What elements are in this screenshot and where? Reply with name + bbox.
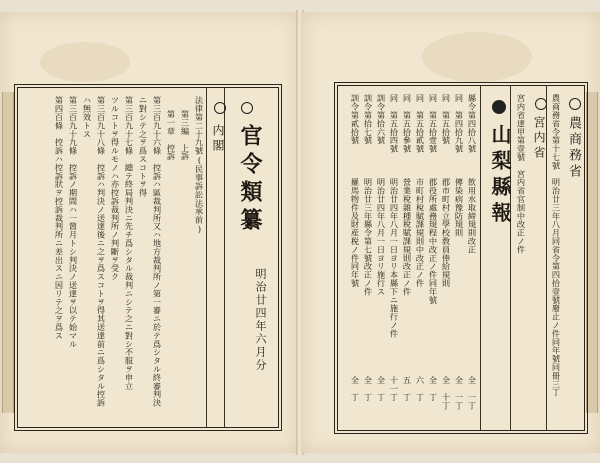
left-page-frame	[14, 84, 282, 431]
text-line-7: ツルコトヲ得ルモノハ亦控訴裁判所ノ判斷ヲ受ク	[110, 96, 121, 281]
text-line-8: 第三百九十八條 控訴ハ判決ノ送達後ニ之ヲ爲スコトヲ得其送達前ニ爲シタル控訴	[96, 96, 107, 407]
right-page-frame	[334, 82, 588, 434]
palace-marker-icon	[532, 98, 551, 110]
item-text: 傳染病豫防規則	[454, 178, 465, 237]
text-line-4: 第三百九十六條 控訴ハ區裁判所又ハ地方裁判所ノ第一審ニ於テ爲シタル終審判決	[152, 96, 163, 407]
item-text: 營業稅雜種稅賦課規則改正ノ件	[402, 178, 413, 296]
item-label: 同 第五拾壹號	[428, 94, 439, 153]
item-text: 明治廿四年八月一日ヨリ施行ス	[376, 178, 387, 296]
section-heading: 内閣	[211, 124, 225, 154]
text-line-2: 第三編 上訴	[180, 110, 191, 161]
prefecture-heading: 山梨縣報	[488, 124, 512, 228]
item-text: 郡市町村立學校敎員俸給規則	[441, 178, 452, 288]
text-line-10: 第三百九十九條 控訴ノ期間ハ一箇月トシ判決ノ送達ヲ以テ始マル	[68, 96, 79, 348]
item-text: 郡役所處務規程中改正ノ件同年號	[428, 178, 439, 304]
item-label: 訓令第拾七號	[363, 94, 374, 145]
right-page	[302, 12, 600, 453]
item-page: 六 丁	[415, 376, 426, 402]
item-label: 縣令第四拾八號	[467, 94, 478, 153]
text-line-6: 第三百九十七條 總テ終局判決ニ先チ爲シタル裁判ニシテ之ニ對シ不服ヲ申立	[124, 96, 135, 390]
item-page: 十一丁	[389, 376, 400, 402]
item-page: 全 丁	[363, 376, 374, 402]
item-page: 全 丁	[376, 376, 387, 402]
item-page: 全 丁	[428, 376, 439, 402]
text-line-11: 第四百條 控訴ハ控訴狀ヲ控訴裁判所ニ差出スニ因リテ之ヲ爲ス	[54, 96, 65, 340]
item-label: 同 第五拾參號	[402, 94, 413, 153]
item-text: 羅馬物件及財産税ノ件同年號	[350, 178, 361, 288]
left-page	[0, 12, 298, 453]
text-line-3: 第一章 控訴	[166, 110, 177, 161]
item-page: 五 丁	[402, 376, 413, 402]
binding-stub-left	[2, 92, 14, 413]
title-marker-icon	[238, 102, 257, 114]
item-text: 飲用水取締規則改正	[467, 178, 478, 254]
ministry-heading: 農商務省	[566, 116, 581, 180]
item-label: 同 第五拾貳號	[415, 94, 426, 153]
item-page: 全 一丁	[454, 376, 465, 410]
item-label: 訓令第貳拾號	[350, 94, 361, 145]
text-line-9: ハ無效トス	[82, 96, 93, 138]
text-line-1: 法律第二十九號(民事訴訟法承前)	[194, 96, 205, 234]
item-label: 同 第四拾九號	[454, 94, 465, 153]
ministry-line: 農商務省令第十七號 明治廿三年八月同省令第四拾壹號廢止ノ件同年號同冊三丁	[551, 94, 562, 397]
item-label: 訓令第拾六號	[376, 94, 387, 145]
palace-heading: 宮内省	[532, 116, 546, 161]
item-text: 明治廿四年八月一日ヨリ本縣下ニ施行ノ件	[389, 178, 400, 338]
palace-line: 宮内省達甲第壹號 宮内省官制中改正ノ件	[516, 94, 527, 254]
item-text: 市町村稅賦課規則中改正ノ件	[415, 178, 426, 288]
ministry-marker-icon	[566, 98, 585, 110]
item-label: 同 第五拾號	[441, 94, 452, 145]
item-text: 明治廿三年縣令第七號改正ノ件	[363, 178, 374, 296]
text-line-5: ニ對シテ之ヲ爲スコトヲ得	[138, 96, 149, 197]
item-label: 同 第五拾四號	[389, 94, 400, 153]
item-page: 全 一丁	[467, 376, 478, 410]
item-page: 全 十丁	[441, 376, 452, 410]
date-label: 明治廿四年六月分	[254, 268, 267, 372]
page-title: 官令類纂	[237, 124, 263, 236]
prefecture-marker-icon	[490, 100, 509, 114]
item-page: 全 丁	[350, 376, 361, 402]
section-marker-icon	[211, 102, 230, 114]
